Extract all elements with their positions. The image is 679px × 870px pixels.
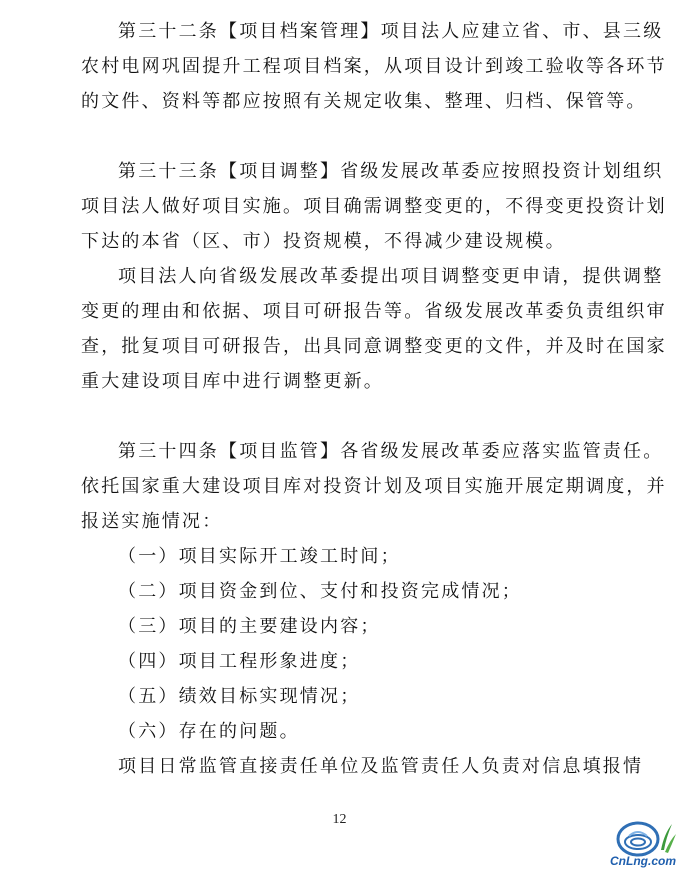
page-number: 12 (332, 812, 347, 827)
article-33-line-7: 重大建设项目库中进行调整更新。 (81, 371, 384, 392)
article-33-line-2: 项目法人做好项目实施。项目确需调整变更的，不得变更投资计划 (81, 196, 667, 217)
list-item-2: （二）项目资金到位、支付和投资完成情况； (118, 581, 522, 602)
article-32-line-2: 农村电网巩固提升工程项目档案，从项目设计到竣工验收等各环节 (81, 56, 667, 77)
article-33-line-6: 查，批复项目可研报告，出具同意调整变更的文件，并及时在国家 (81, 336, 667, 357)
list-item-6: （六）存在的问题。 (118, 721, 300, 742)
list-item-5: （五）绩效目标实现情况； (118, 686, 361, 707)
logo-ripple-outer (625, 835, 651, 849)
logo-ripple-inner (631, 839, 645, 846)
article-33-line-5: 变更的理由和依据、项目可研报告等。省级发展改革委负责组织审 (81, 301, 667, 322)
article-32-line-3: 的文件、资料等都应按照有关规定收集、整理、归档、保管等。 (81, 91, 647, 112)
article-32-line-1: 第三十二条【项目档案管理】项目法人应建立省、市、县三级 (118, 21, 664, 42)
list-item-1: （一）项目实际开工竣工时间； (118, 546, 401, 567)
cnlng-logo (606, 818, 676, 868)
article-34-line-last: 项目日常监管直接责任单位及监管责任人负责对信息填报情 (118, 756, 644, 777)
article-34-line-3: 报送实施情况： (81, 511, 223, 532)
article-34-line-1: 第三十四条【项目监管】各省级发展改革委应落实监管责任。 (118, 441, 664, 462)
list-item-4: （四）项目工程形象进度； (118, 651, 361, 672)
article-34-line-2: 依托国家重大建设项目库对投资计划及项目实施开展定期调度，并 (81, 476, 667, 497)
list-item-3: （三）项目的主要建设内容； (118, 616, 381, 637)
article-33-line-3: 下达的本省（区、市）投资规模，不得减少建设规模。 (81, 231, 566, 252)
article-33-line-4: 项目法人向省级发展改革委提出项目调整变更申请，提供调整 (118, 266, 664, 287)
logo-text: CnLng.com (610, 854, 676, 868)
article-33-line-1: 第三十三条【项目调整】省级发展改革委应按照投资计划组织 (118, 161, 664, 182)
